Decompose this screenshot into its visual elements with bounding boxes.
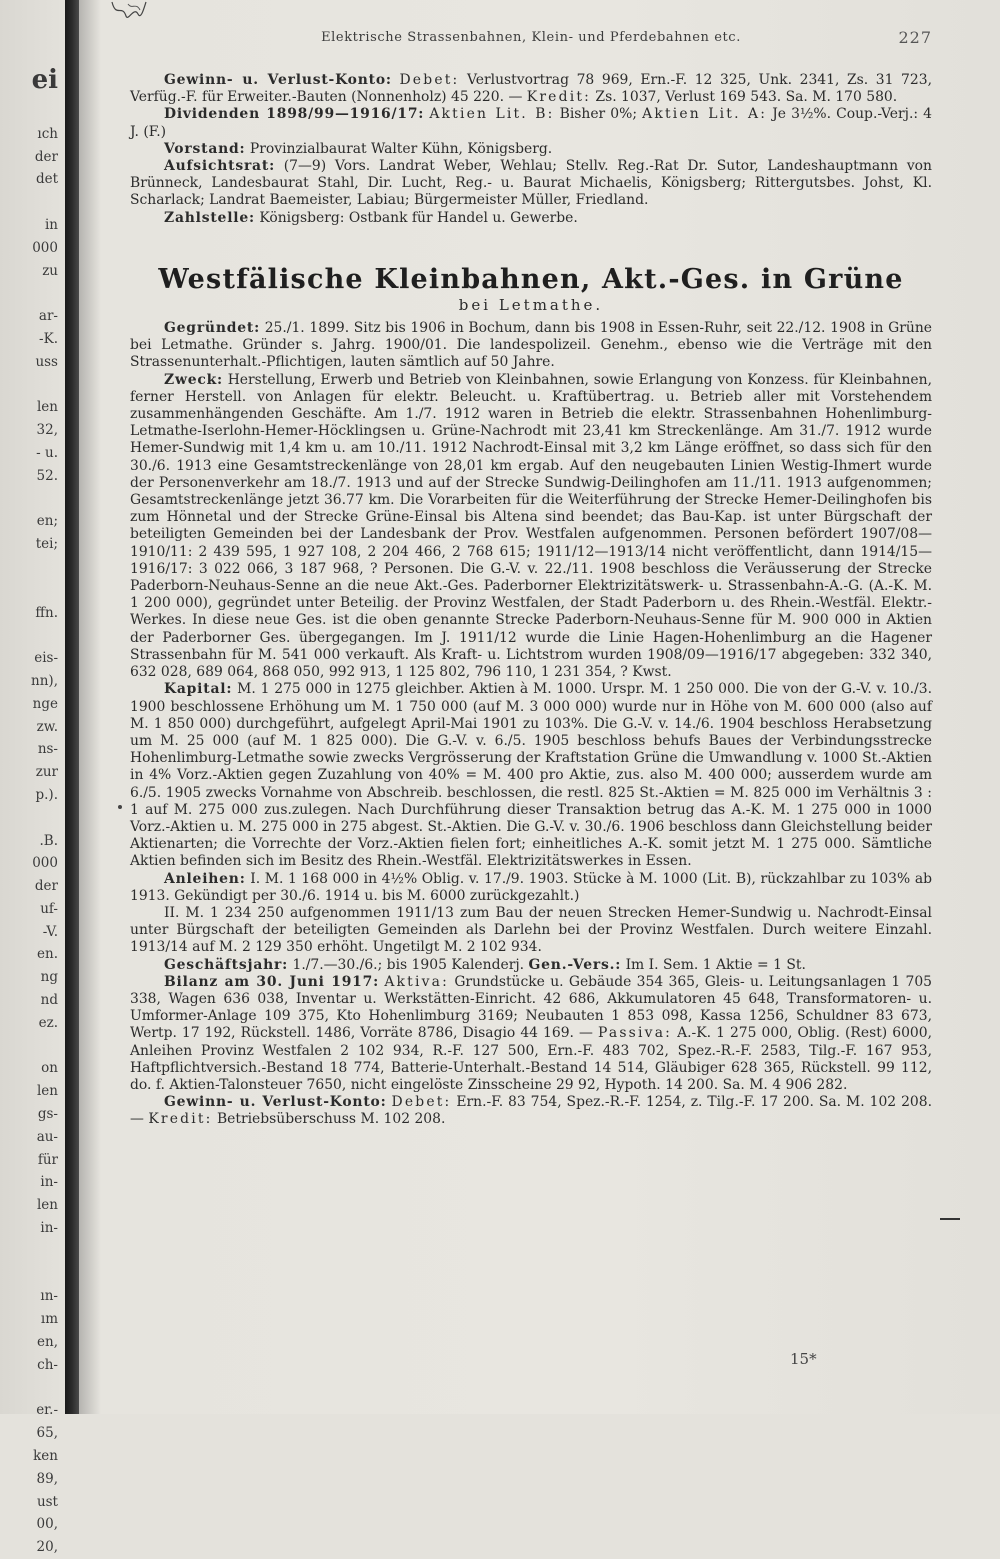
anleihen-1 <box>130 871 932 905</box>
margin-fragment: ar- <box>38 308 58 325</box>
adjacent-page-margin-text <box>0 60 62 1556</box>
anleihen-text-1: I. M. 1 168 000 in 4½% Oblig. v. 17./9. 1903. Stücke à M. 1000 (Lit. B), rückzahlbar zu 103% ab 1913. Gekündigt per 30./6. 1914 u. bis M. 6000 zurückgezahlt.) <box>130 870 932 904</box>
aktiva-text: Grundstücke u. Gebäude 354 365, Gleis- u. Leitungsanlagen 1 705 338, Wagen 636 038, Inventar u. Werkstätten-Einricht. 42 686, Akkumulatoren 45 648, Transformatoren- u. Umformer-Anlage 109 375, Kto Hohenlimburg 3169; Neubauten 1 853 098, Kassa 1256, Schuldner 83 673, Wertp. 17 192, Rückstell. 1486, Vorräte 8786, Disagio 44 169. — <box>130 973 932 1042</box>
zahlstelle <box>130 210 932 227</box>
aufsichtsrat-text: (7—9) Vors. Landrat Weber, Wehlau; Stellv. Reg.-Rat Dr. Sutor, Landeshauptmann von Brünneck, Landesbaurat Stahl, Dir. Lucht, Reg.- u. Baurat Michaelis, Königsberg; Rittergutsbes. Johst, Kl. Scharlack; Landrat Baemeister, Labiau; Bürgermeister Müller, Friedland. <box>130 158 932 209</box>
section-label: Dividenden 1898/99—1916/17: <box>164 106 425 123</box>
margin-fragment: en; <box>36 513 58 530</box>
margin-fragment: det <box>35 171 58 188</box>
anleihen-text-2: II. M. 1 234 250 aufgenommen 1911/13 zum Bau der neuen Strecken Hemer-Sundwig u. Nachrodt-Einsal unter Bürgschaft der beteiligten Gemeinden als Darlehn bei der Provinz Westfalen. Durch weitere Einzahl. 1913/14 auf M. 2 129 350 erhöht. Ungetilgt M. 2 102 934. <box>130 904 932 956</box>
kredit-label: Kredit: <box>148 1111 213 1128</box>
aufsichtsrat <box>130 158 932 210</box>
kredit-text: Zs. 1037, Verlust 169 543. Sa. M. 170 580. <box>595 89 898 106</box>
margin-fragment: - u. <box>36 444 58 461</box>
margin-fragment <box>0 1377 62 1400</box>
margin-fragment <box>0 191 62 214</box>
margin-fragment: ın- <box>40 1288 58 1305</box>
margin-fragment: in- <box>40 1220 58 1237</box>
margin-fragment <box>0 807 62 830</box>
margin-fragment: ken <box>33 1448 58 1465</box>
gewinn-verlust-konto <box>130 1094 932 1128</box>
margin-fragment: -K. <box>39 330 58 347</box>
margin-fragment: zw. <box>36 718 58 735</box>
margin-fragment: on <box>41 1060 58 1077</box>
margin-fragment: 65, <box>36 1425 58 1442</box>
debet-text: Ern.-F. 83 754, Spez.-R.-F. 1254, z. Tilg.-F. 17 200. Sa. M. 102 208. — <box>130 1094 933 1128</box>
margin-fragment <box>0 100 62 123</box>
vorstand-text: Provinzialbaurat Walter Kühn, Königsberg. <box>249 140 553 157</box>
margin-fragment: tei; <box>35 536 58 553</box>
zweck-text: Herstellung, Erwerb und Betrieb von Kleinbahnen, sowie Erlangung von Konzess. für Kleinbahnen, ferner Herstell. von Anlagen für elektr. Beleucht. u. Kraftübertrag. u. Betrieb aller mit Vorstehendem zusammenhängenden Geschäfte. Am 1./7. 1912 waren in Betrieb die elektr. Strassenbahnen Hohenlimburg-Letmathe-Iserlohn-Hemer-Höcklingsen u. Grüne-Nachrodt mit 23,41 km Streckenlänge. Am 31./7. 1912 wurde Hemer-Sundwig mit 1,4 km u. am 10./11. 1912 Nachrodt-Einsal mit 3,2 km Länge eröffnet, so dass sich für den 30./6. 1913 eine Gesamtstreckenlänge von 28,01 km ergab. Auf den neugebauten Linien Westig-Ihmert wurde der Personenverkehr am 18./7. 1913 und auf der Strecke Sundwig-Deilinghofen am 11./11. 1913 aufgenommen; Gesamtstreckenlänge jetzt 36.77 km. Die Vorarbeiten für die Weiterführung der Strecke Hemer-Deilinghofen bis zum Hönnetal und der Strecke Grüne-Einsal bis Altena sind beendet; das Bau-Kap. ist unter Bürgschaft der beteiligten Gemeinden bei der Landesbank der Prov. Westfalen aufgenommen. Personen befördert 1907/08—1910/11: 2 439 595, 1 927 108, 2 204 466, 2 768 615; 1911/12—1913/14 nicht veröffentlicht, dann 1914/15—1916/17: 3 022 066, 3 187 968, ? Personen. Die G.-V. v. 22./11. 1908 beschloss die Veräusserung der Strecke Paderborn-Neuhaus-Senne an die neue Akt.-Ges. Paderborner Elektrizitätswerk- u. Strassenbahn-A.-G. (A.-K. M. 1 200 000), gegründet unter Beteilig. der Provinz Westfalen, der Stadt Paderborn u. des Rhein.-Westfäl. Elektr.-Werkes. In diese neue Ges. ist die oben genannte Strecke Paderborn-Neuhaus-Senne für M. 900 000 in Aktien der Paderborner Ges. übergegangen. Im J. 1911/12 wurde die Linie Hagen-Hohenlimburg an die Hagener Strassenbahn für M. 541 000 verkauft. Als Kraft- u. Lichtstrom wurden 1908/09—1916/17 abgegeben: 332 340, 632 028, 689 064, 868 050, 992 913, 1 125 802, 796 110, 1 231 354, ? Kwst. <box>130 371 932 681</box>
margin-fragment <box>0 282 62 305</box>
kapital-text: M. 1 275 000 in 1275 gleichber. Aktien à M. 1000. Urspr. M. 1 250 000. Die von der G.-V. v. 10./3. 1900 beschlossene Erhöhung um M. 1 750 000 (auf M. 3 000 000) wurde nur in Höhe von M. 600 000 (also auf M. 1 850 000) durchgeführt, aufgelegt April-Mai 1901 zu 103%. Die G.-V. v. 14./6. 1904 beschloss Herabsetzung um M. 25 000 (auf M. 1 825 000). Die G.-V. v. 6./5. 1905 beschloss behufs Baues der Verbindungsstrecke Hohenlimburg-Letmathe sowie zwecks Vergrösserung der Kraftstation Grüne die Umwandlung v. 1000 St.-Aktien in 4% Vorz.-Aktien gegen Zuzahlung von 40% = M. 400 pro Aktie, zus. also M. 400 000; ausserdem wurde am 6./5. 1905 zwecks Vornahme von Abschreib. beschlossen, die restl. 825 St.-Aktien = M. 825 000 im Verhältnis 3 : 1 auf M. 275 000 zus.zulegen. Nach Durchführung dieser Transaktion betrug das A.-K. M. 1 275 000 in 1000 Vorz.-Aktien u. M. 275 000 in 275 abgest. St.-Aktien. Die G.-V. v. 30./6. 1906 beschloss dann Gleichstellung beider Aktienarten; die Vorrechte der Vorz.-Aktien fielen fort; einheitliches A.-K. somit jetzt M. 1 275 000. Sämtliche Aktien befinden sich im Besitz des Rhein.-Westfäl. Elektrizitätswerkes in Essen. <box>130 681 933 870</box>
margin-fragment: ns- <box>37 741 58 758</box>
margin-fragment <box>0 374 62 397</box>
margin-fragment: p.). <box>35 786 58 803</box>
margin-fragment <box>0 556 62 579</box>
section-label: Aufsichtsrat: <box>164 158 276 175</box>
page-content <box>130 26 932 1129</box>
margin-fragment: ei <box>31 65 58 95</box>
dividenden-text: Bisher 0%; <box>559 106 638 123</box>
genvers-text: Im I. Sem. 1 Aktie = 1 St. <box>625 956 806 973</box>
passiva-label: Passiva: <box>597 1025 673 1042</box>
debet-label: Debet: <box>399 72 460 88</box>
gegruendet <box>130 320 932 372</box>
margin-fragment: 20, <box>36 1539 58 1556</box>
debet-label: Debet: <box>391 1094 452 1111</box>
anleihen-2 <box>130 905 932 957</box>
margin-fragment: 000 <box>32 855 58 872</box>
aktien-a-label: Aktien Lit. A: <box>642 106 768 123</box>
margin-fragment: 000 <box>32 239 58 256</box>
margin-fragment: in- <box>40 1174 58 1191</box>
margin-fragment: uf- <box>40 900 58 917</box>
section-label: Gegründet: <box>164 320 261 337</box>
margin-fragment: 89, <box>36 1470 58 1487</box>
genvers-label: Gen.-Vers.: <box>528 956 622 973</box>
margin-fragment: nd <box>40 992 58 1009</box>
section-label: Gewinn- u. Verlust-Konto: <box>164 72 392 88</box>
gegruendet-text: 25./1. 1899. Sitz bis 1906 in Bochum, dann bis 1908 in Essen-Ruhr, seit 22./12. 1908 in Grüne bei Letmathe. Gründer s. Jahrg. 1900/01. Die landespolizeil. Genehm., ebenso wie die Verträge mit den Strassenunterhalt.-Pflichtigen, lauten sämtlich auf 50 Jahre. <box>130 320 932 371</box>
margin-fragment: ng <box>40 969 58 986</box>
margin-fragment: uss <box>35 353 58 370</box>
margin-fragment: ez. <box>38 1014 58 1031</box>
margin-fragment <box>0 1240 62 1263</box>
kapital <box>130 681 932 870</box>
geschaeftsjahr-text: 1./7.—30./6.; bis 1905 Kalenderj. <box>292 956 525 973</box>
section-label: Bilanz am 30. Juni 1917: <box>164 973 380 990</box>
margin-fragment: en, <box>37 1334 58 1351</box>
margin-fragment: len <box>36 1083 58 1100</box>
margin-fragment: für <box>37 1151 58 1168</box>
section-label: Vorstand: <box>164 140 246 157</box>
margin-fragment: ust <box>36 1493 58 1510</box>
ink-dot-mark <box>118 805 122 809</box>
margin-fragment <box>0 624 62 647</box>
margin-fragment: eis- <box>34 650 58 667</box>
margin-dash-mark <box>940 1218 960 1220</box>
book-spine-shadow <box>65 0 79 1414</box>
margin-fragment: ım <box>40 1311 58 1328</box>
section-label: Zahlstelle: <box>164 209 255 226</box>
section-label: Anleihen: <box>164 870 246 887</box>
zahlstelle-text: Königsberg: Ostbank für Handel u. Gewerbe. <box>259 209 578 226</box>
margin-fragment: au- <box>36 1128 58 1145</box>
margin-fragment: nn), <box>31 672 58 689</box>
running-header <box>130 26 932 50</box>
margin-fragment: len <box>36 1197 58 1214</box>
margin-fragment: 00, <box>36 1516 58 1533</box>
section-label: Gewinn- u. Verlust-Konto: <box>164 1094 387 1111</box>
margin-fragment: 52. <box>36 467 58 484</box>
kredit-label: Kredit: <box>526 89 591 106</box>
section-label: Geschäftsjahr: <box>164 956 289 973</box>
debet-text: Verlustvortrag 78 969, Ern.-F. 12 325, Unk. 2341, Zs. 31 723, Verfüg.-F. für Erweiter.-Bauten (Nonnenholz) 45 220. — <box>130 72 932 106</box>
margin-fragment: en. <box>37 946 58 963</box>
signature-mark: 15* <box>790 1350 817 1368</box>
geschaeftsjahr <box>130 957 932 974</box>
gutter-gradient <box>79 0 101 1414</box>
margin-fragment <box>0 1035 62 1058</box>
dividenden <box>130 106 932 140</box>
company-subtitle: bei Letmathe. <box>458 295 604 314</box>
gewinn-verlust-konto-prev <box>130 72 932 106</box>
section-label: Kapital: <box>164 681 233 698</box>
section-label: Zweck: <box>164 371 223 388</box>
margin-fragment: ffn. <box>35 604 58 621</box>
margin-fragment: in <box>44 216 58 233</box>
margin-fragment: ch- <box>37 1356 58 1373</box>
margin-fragment: len <box>36 399 58 416</box>
margin-fragment <box>0 1263 62 1286</box>
margin-fragment: zu <box>42 262 58 279</box>
aktiva-label: Aktiva: <box>384 973 450 990</box>
margin-fragment: gs- <box>37 1106 58 1123</box>
margin-fragment: nge <box>32 695 58 712</box>
margin-fragment <box>0 579 62 602</box>
bilanz <box>130 974 932 1094</box>
running-title: Elektrische Strassenbahnen, Klein- und Pferdebahnen etc. <box>321 30 741 45</box>
zweck <box>130 372 932 682</box>
margin-fragment: der <box>34 148 58 165</box>
margin-fragment: er.- <box>36 1402 58 1419</box>
vorstand <box>130 141 932 158</box>
margin-fragment: .B. <box>39 832 58 849</box>
margin-fragment: der <box>34 878 58 895</box>
previous-company-entry <box>130 72 932 227</box>
margin-fragment: ıch <box>37 125 58 142</box>
passiva-text: A.-K. 1 275 000, Oblig. (Rest) 6000, Anleihen Provinz Westfalen 2 102 934, R.-F. 127 500, Ern.-F. 483 702, Spez.-R.-F. 2583, Tilg.-F. 167 953, Haftpflichtversich.-Bestand 18 774, Batterie-Unterhalt.-Bestand 14 514, Gläubiger 628 365, Rückstell. 99 112, do. f. Aktien-Talonsteuer 7650, nicht eingelöste Zinsscheine 29 92, Hypoth. 14 200. Sa. M. 4 906 282. <box>130 1025 933 1093</box>
ink-scribble-mark <box>108 0 148 24</box>
margin-fragment: 32, <box>36 422 58 439</box>
page-number: 227 <box>898 28 932 47</box>
margin-fragment: zur <box>35 764 58 781</box>
margin-fragment: -V. <box>42 923 58 940</box>
margin-fragment <box>0 488 62 511</box>
company-title: Westfälische Kleinbahnen, Akt.-Ges. in Grüne <box>158 263 904 295</box>
kredit-text: Betriebsüberschuss M. 102 208. <box>216 1111 446 1128</box>
dividenden-text-2: Je 3½%. Coup.-Verj.: 4 J. (F.) <box>130 106 932 140</box>
aktien-b-label: Aktien Lit. B: <box>429 106 555 123</box>
